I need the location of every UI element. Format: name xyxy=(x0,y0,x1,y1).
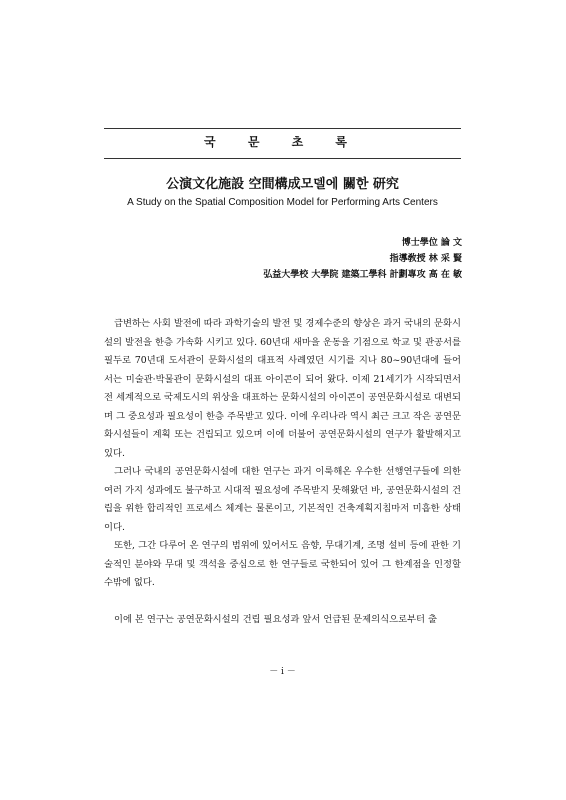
abstract-body xyxy=(104,315,461,629)
page-number: － i － xyxy=(269,667,296,677)
advisor-line: 指導敎授 林 采 賢 xyxy=(389,254,462,264)
section-heading: 국 문 초 록 xyxy=(204,135,361,149)
abstract-paragraph: 그러나 국내의 공연문화시설에 대한 연구는 과거 이룩해온 우수한 선행연구들에 의한 여러 가지 성과에도 불구하고 시대적 필요성에 주목받지 못해왔던 바, 공연문화시설의 건립을 위한 합리적인 프로세스 체계는 물론이고, 기본적인 건축계획지침마저 미흡한 상태이다. xyxy=(104,466,461,533)
degree-line: 博士學位 論 文 xyxy=(401,238,462,248)
author-block xyxy=(263,235,462,283)
thesis-title-korean: 公演文化施設 空間構成모델에 關한 研究 xyxy=(166,177,399,192)
affiliation-line: 弘益大學校 大學院 建築工學科 計劃專攻 高 在 敏 xyxy=(263,270,462,280)
abstract-paragraph: 급변하는 사회 발전에 따라 과학기술의 발전 및 경제수준의 향상은 과거 국내의 문화시설의 발전을 한층 가속화 시키고 있다. 60년대 새마을 운동을 기점으로 학교 및 관공서를 필두로 70년대 도서관이 문화시설의 대표적 사례였던 시기를 지나 80~90년대에 들어서는 미술관·박물관이 문화시설의 대표 아이콘이 되어 왔다. 이제 21세기가 시작되면서 전 세계적으로 국제도시의 위상을 대표하는 문화시설의 아이콘이 공연문화시설로 대변되며 그 중요성과 필요성이 한층 주목받고 있다. 이에 우리나라 역시 최근 크고 작은 공연문화시설들이 계획 또는 건립되고 있으며 이에 더불어 공연문화시설의 연구가 활발해지고 있다. xyxy=(104,318,461,459)
thesis-title-english: A Study on the Spatial Composition Model for Performing Arts Centers xyxy=(127,197,438,208)
abstract-paragraph: 또한, 그간 다루어 온 연구의 범위에 있어서도 음향, 무대기계, 조명 설비 등에 관한 기술적인 분야와 무대 및 객석을 중심으로 한 연구들로 국한되어 있어 그 한계점을 인정할 수밖에 없다. xyxy=(104,540,461,588)
heading-top-rule xyxy=(104,128,461,129)
abstract-paragraph: 이에 본 연구는 공연문화시설의 건립 필요성과 앞서 언급된 문제의식으로부터 출 xyxy=(114,613,437,625)
heading-bottom-rule xyxy=(104,158,461,159)
